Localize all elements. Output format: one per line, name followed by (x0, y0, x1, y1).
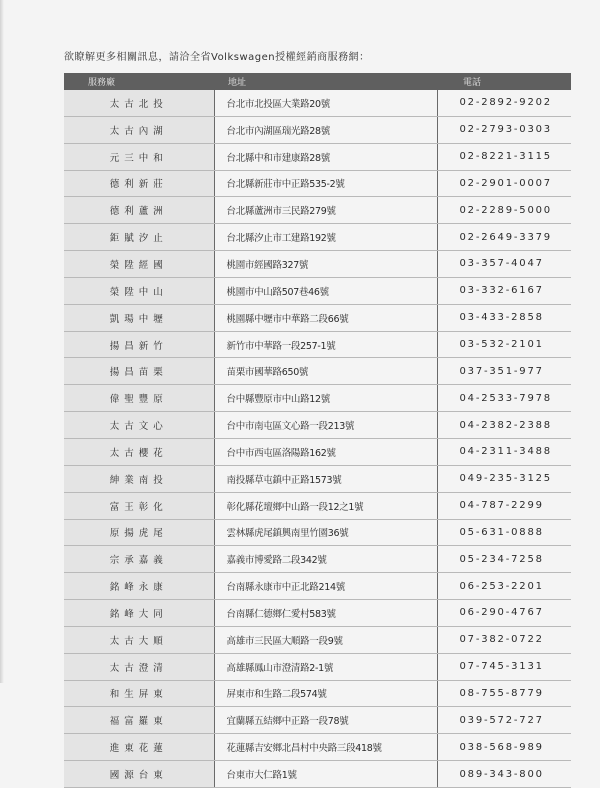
table-row (64, 170, 571, 197)
table-row (64, 492, 571, 519)
dealer-address-cell: 台北市內湖區瑞光路28號 (214, 116, 437, 143)
table-row (64, 546, 571, 573)
dealer-address-cell: 台北縣蘆洲市三民路279號 (214, 197, 437, 224)
dealer-phone-cell: 03-433-2858 (437, 304, 571, 331)
dealer-phone-cell: 04-2533-7978 (437, 385, 571, 412)
dealer-address-cell: 台北縣汐止市工建路192號 (214, 224, 437, 251)
table-row (64, 573, 571, 600)
dealer-name-cell: 偉聖豐原 (64, 385, 214, 412)
dealer-name-cell: 福富羅東 (64, 707, 214, 734)
dealer-phone-cell: 07-382-0722 (437, 626, 571, 653)
dealer-name-cell: 原揚虎尾 (64, 519, 214, 546)
dealer-name-cell: 太古櫻花 (64, 438, 214, 465)
dealer-name-cell: 榮陞中山 (64, 277, 214, 304)
dealer-name-cell: 鉅賦汐止 (64, 224, 214, 251)
dealer-phone-cell: 038-568-989 (437, 734, 571, 761)
table-row (64, 143, 571, 170)
dealer-address-cell: 新竹市中華路一段257-1號 (214, 331, 437, 358)
dealer-address-cell: 花蓮縣吉安鄉北昌村中央路三段418號 (214, 734, 437, 761)
dealer-name-cell: 德利蘆洲 (64, 197, 214, 224)
dealer-address-cell: 台北縣新莊市中正路535-2號 (214, 170, 437, 197)
dealer-phone-cell: 05-631-0888 (437, 519, 571, 546)
dealer-phone-cell: 039-572-727 (437, 707, 571, 734)
table-row (64, 385, 571, 412)
header-address: 地址 (214, 73, 437, 90)
dealer-phone-cell: 02-2649-3379 (437, 224, 571, 251)
dealer-address-cell: 台北市北投區大業路20號 (214, 90, 437, 116)
table-row (64, 626, 571, 653)
dealer-name-cell: 宗承嘉義 (64, 546, 214, 573)
dealer-name-cell: 榮陞經國 (64, 251, 214, 278)
table-row (64, 412, 571, 439)
dealer-phone-cell: 06-253-2201 (437, 573, 571, 600)
dealer-phone-cell: 06-290-4767 (437, 600, 571, 627)
dealer-name-cell: 太古文心 (64, 412, 214, 439)
dealer-address-cell: 嘉義市博愛路二段342號 (214, 546, 437, 573)
table-row (64, 680, 571, 707)
table-header-row (64, 73, 571, 90)
dealer-address-cell: 桃園縣中壢市中華路二段66號 (214, 304, 437, 331)
dealer-name-cell: 太古內湖 (64, 116, 214, 143)
dealer-address-cell: 台中縣豐原市中山路12號 (214, 385, 437, 412)
dealer-phone-cell: 07-745-3131 (437, 653, 571, 680)
dealer-name-cell: 國源台東 (64, 761, 214, 788)
dealer-phone-cell: 02-2793-0303 (437, 116, 571, 143)
table-row (64, 438, 571, 465)
dealer-phone-cell: 04-787-2299 (437, 492, 571, 519)
dealer-name-cell: 凱瑒中壢 (64, 304, 214, 331)
intro-text: 欲瞭解更多相關訊息，請洽全省Volkswagen授權經銷商服務網： (64, 52, 370, 63)
table-row (64, 224, 571, 251)
table-row (64, 251, 571, 278)
dealer-name-cell: 進東花蓮 (64, 734, 214, 761)
dealer-address-cell: 台南縣仁德鄉仁愛村583號 (214, 600, 437, 627)
dealer-address-cell: 南投縣草屯鎮中正路1573號 (214, 465, 437, 492)
dealer-name-cell: 德利新莊 (64, 170, 214, 197)
dealer-address-cell: 台東市大仁路1號 (214, 761, 437, 788)
dealer-name-cell: 銘峰永康 (64, 573, 214, 600)
dealer-address-cell: 高雄市三民區大順路一段9號 (214, 626, 437, 653)
dealer-phone-cell: 08-755-8779 (437, 680, 571, 707)
dealer-phone-cell: 05-234-7258 (437, 546, 571, 573)
dealer-phone-cell: 04-2311-3488 (437, 438, 571, 465)
dealer-address-cell: 苗栗市國華路650號 (214, 358, 437, 385)
dealer-address-cell: 桃園市經國路327號 (214, 251, 437, 278)
dealer-name-cell: 元三中和 (64, 143, 214, 170)
table-row (64, 465, 571, 492)
dealer-phone-cell: 02-2289-5000 (437, 197, 571, 224)
dealer-phone-cell: 03-332-6167 (437, 277, 571, 304)
dealer-address-cell: 台中市西屯區洛陽路162號 (214, 438, 437, 465)
table-row (64, 277, 571, 304)
dealer-address-cell: 台南縣永康市中正北路214號 (214, 573, 437, 600)
table-row (64, 600, 571, 627)
dealer-address-cell: 彰化縣花壇鄉中山路一段12之1號 (214, 492, 437, 519)
dealer-phone-cell: 037-351-977 (437, 358, 571, 385)
table-row (64, 519, 571, 546)
dealer-name-cell: 太古澄清 (64, 653, 214, 680)
dealer-name-cell: 紳業南投 (64, 465, 214, 492)
dealer-name-cell: 太古北投 (64, 90, 214, 116)
dealer-phone-cell: 089-343-800 (437, 761, 571, 788)
dealer-address-cell: 高雄縣鳳山市澄清路2-1號 (214, 653, 437, 680)
dealer-table (64, 73, 571, 788)
table-row (64, 331, 571, 358)
page-edge-shadow (0, 0, 4, 683)
dealer-phone-cell: 02-8221-3115 (437, 143, 571, 170)
dealer-phone-cell: 03-532-2101 (437, 331, 571, 358)
table-row (64, 653, 571, 680)
dealer-name-cell: 和生屏東 (64, 680, 214, 707)
dealer-name-cell: 富王彰化 (64, 492, 214, 519)
dealer-phone-cell: 02-2892-9202 (437, 90, 571, 116)
table-row (64, 707, 571, 734)
dealer-address-cell: 桃園市中山路507巷46號 (214, 277, 437, 304)
dealer-address-cell: 屏東市和生路二段574號 (214, 680, 437, 707)
table-row (64, 197, 571, 224)
dealer-address-cell: 雲林縣虎尾鎮興南里竹園36號 (214, 519, 437, 546)
table-row (64, 761, 571, 788)
header-name: 服務廠 (64, 73, 214, 90)
dealer-address-cell: 宜蘭縣五結鄉中正路一段78號 (214, 707, 437, 734)
dealer-name-cell: 揚昌新竹 (64, 331, 214, 358)
dealer-phone-cell: 02-2901-0007 (437, 170, 571, 197)
dealer-name-cell: 太古大順 (64, 626, 214, 653)
dealer-name-cell: 揚昌苗栗 (64, 358, 214, 385)
header-phone: 電話 (437, 73, 571, 90)
dealer-phone-cell: 04-2382-2388 (437, 412, 571, 439)
table-row (64, 358, 571, 385)
table-row (64, 304, 571, 331)
table-row (64, 734, 571, 761)
table-row (64, 116, 571, 143)
dealer-phone-cell: 03-357-4047 (437, 251, 571, 278)
dealer-address-cell: 台北縣中和市建康路28號 (214, 143, 437, 170)
table-row (64, 90, 571, 116)
dealer-name-cell: 銘峰大同 (64, 600, 214, 627)
dealer-address-cell: 台中市南屯區文心路一段213號 (214, 412, 437, 439)
dealer-phone-cell: 049-235-3125 (437, 465, 571, 492)
